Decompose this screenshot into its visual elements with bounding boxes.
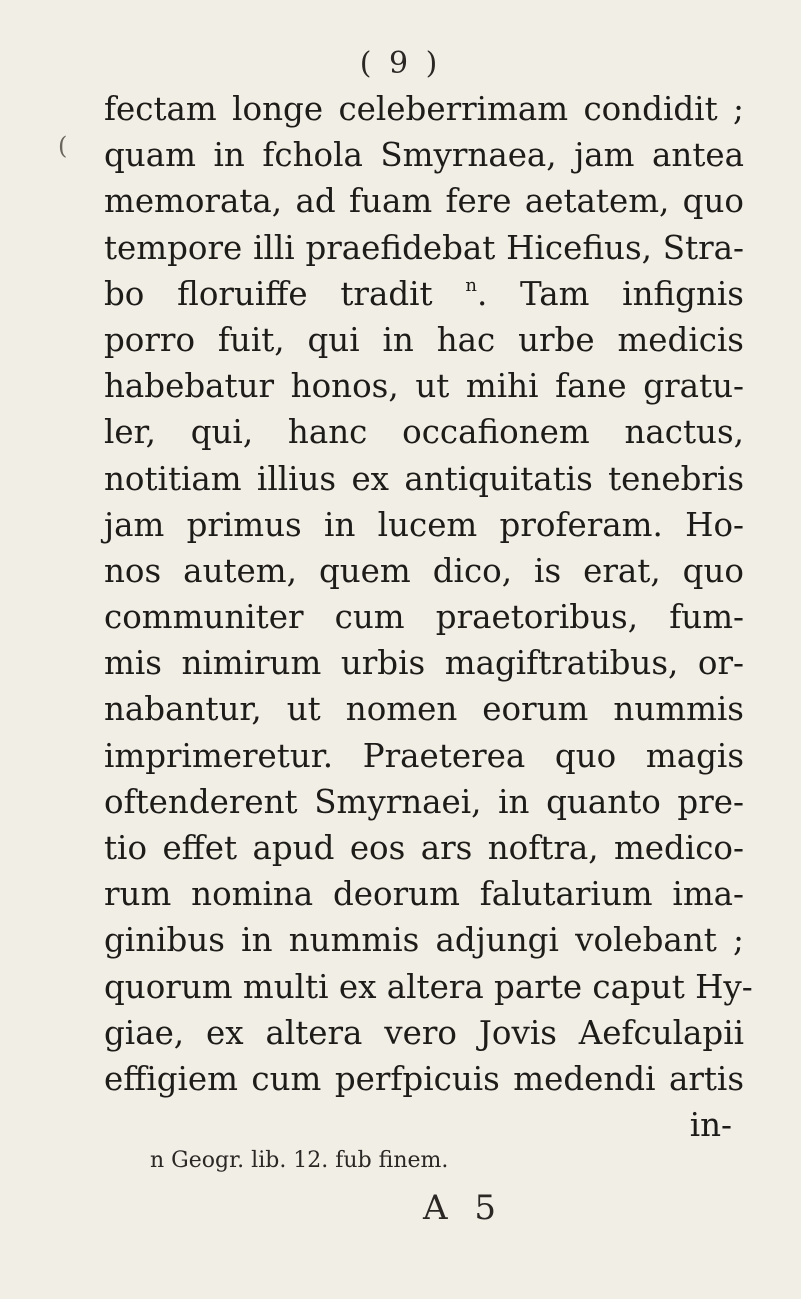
text-line: tempore illi praefidebat Hicefius, Stra- [104,228,744,267]
text-line: memorata, ad fuam fere aetatem, quo [104,182,744,221]
catchword: in- [689,1106,732,1145]
footnote: n Geogr. lib. 12. fub finem. [150,1148,449,1173]
text-line: quam in fchola Smyrnaea, jam antea [104,136,744,175]
page-number: ( 9 ) [359,46,442,81]
margin-mark: ( [58,132,68,160]
text-line: nabantur, ut nomen eorum nummis [104,690,744,729]
text-line: quorum multi ex altera parte caput Hy- [104,967,753,1006]
text-line: mis nimirum urbis magiftratibus, or- [104,644,744,683]
text-line: rum nomina deorum falutarium ima- [104,875,744,914]
footnote-marker: n [465,274,477,296]
text-segment: bo floruiffe tradit [104,274,433,313]
text-segment: . Tam infignis [476,274,744,313]
signature-mark: A 5 [423,1188,504,1228]
text-line: habebatur honos, ut mihi fane gratu- [104,367,744,406]
text-line: communiter cum praetoribus, fum- [104,598,744,637]
text-line: porro fuit, qui in hac urbe medicis [104,320,744,359]
text-line: tio effet apud eos ars noftra, medico- [104,829,744,867]
body-text [104,86,753,1148]
text-line: notitiam illius ex antiquitatis tenebris [104,459,744,498]
text-line: nos autem, quem dico, is erat, quo [104,551,744,590]
text-line: ginibus in nummis adjungi volebant ; [104,921,744,960]
text-line: imprimeretur. Praeterea quo magis [104,736,744,775]
text-line: oftenderent Smyrnaei, in quanto pre- [104,782,744,821]
text-line-with-note [104,271,744,317]
text-line: giae, ex altera vero Jovis Aefculapii [104,1013,744,1052]
text-line: effigiem cum perfpicuis medendi artis [104,1059,744,1098]
text-line: fectam longe celeberrimam condidit ; [104,90,744,128]
text-line: jam primus in lucem proferam. Ho- [104,505,744,544]
text-line: ler, qui, hanc occafionem nactus, [104,413,744,452]
